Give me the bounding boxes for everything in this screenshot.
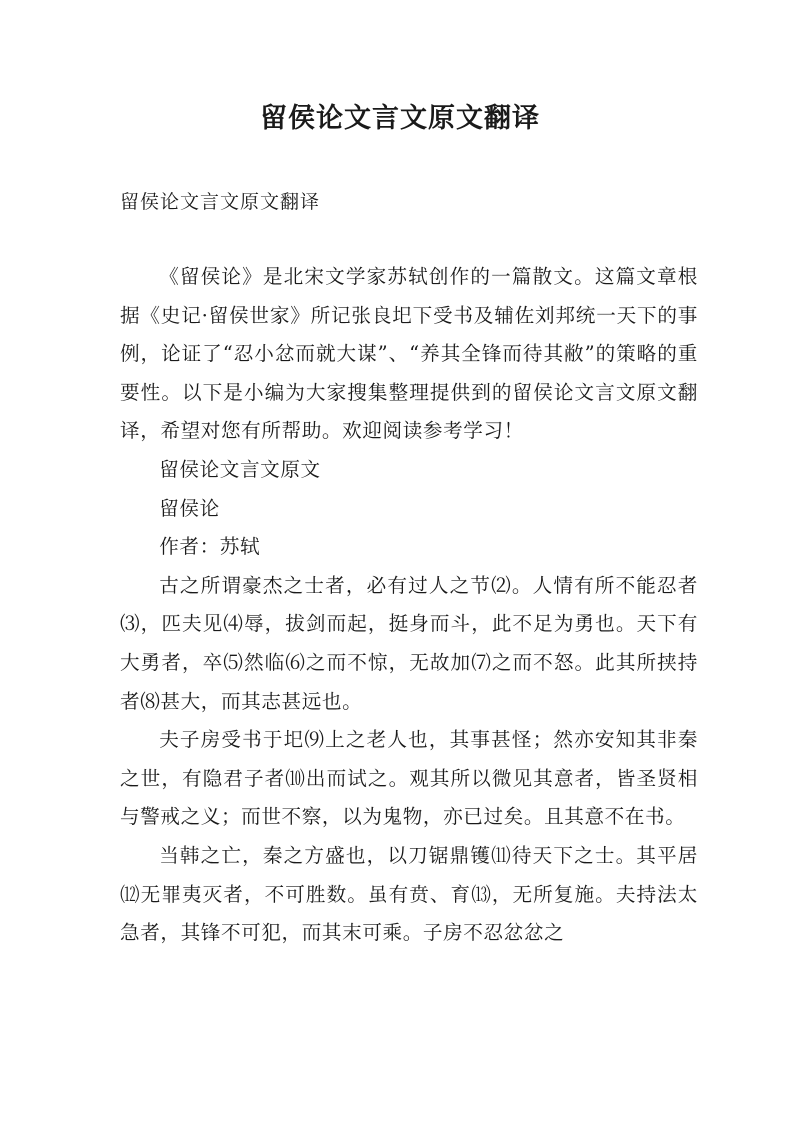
document-subtitle: 留侯论文言文原文翻译 [120,191,321,213]
work-title: 留侯论 [159,496,220,520]
section-heading: 留侯论文言文原文 [159,457,321,481]
document-body [120,258,698,953]
text-paragraph-3: 当韩之亡，秦之方盛也，以刀锯鼎镬⑾待天下之士。其平居⑿无罪夷灭者，不可胜数。虽有贲、育⒀，无所复施。夫持法太急者，其锋不可犯，而其末可乘。子房不忍忿忿之 [120,843,698,945]
intro-paragraph: 《留侯论》是北宋文学家苏轼创作的一篇散文。这篇文章根据《史记·留侯世家》所记张良圯下受书及辅佐刘邦统一天下的事例，论证了“忍小忿而就大谋”、“养其全锋而待其敝”的策略的重要性。以下是小编为大家搜集整理提供到的留侯论文言文原文翻译，希望对您有所帮助。欢迎阅读参考学习！ [120,265,698,443]
text-paragraph-1: 古之所谓豪杰之士者，必有过人之节⑵。人情有所不能忍者⑶，匹夫见⑷辱，拔剑而起，挺身而斗，此不足为勇也。天下有大勇者，卒⑸然临⑹之而不惊，无故加⑺之而不怒。此其所挟持者⑻甚大，而其志甚远也。 [120,573,698,713]
document-title: 留侯论文言文原文翻译 [260,103,540,134]
author-line: 作者：苏轼 [159,535,261,559]
text-paragraph-2: 夫子房受书于圯⑼上之老人也，其事甚怪；然亦安知其非秦之世，有隐君子者⑽出而试之。观其所以微见其意者，皆圣贤相与警戒之义；而世不察，以为鬼物，亦已过矣。且其意不在书。 [120,728,698,829]
